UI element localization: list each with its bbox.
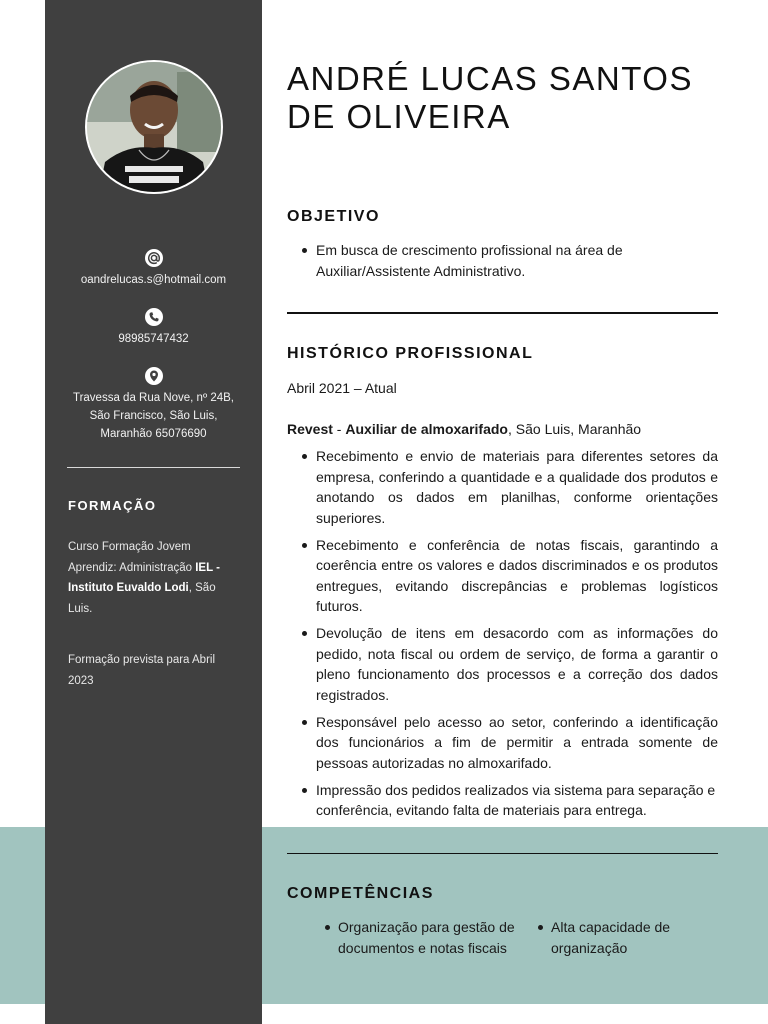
sidebar-divider xyxy=(67,467,240,468)
objective-item: Em busca de crescimento profissional na área de Auxiliar/Assistente Administrativo. xyxy=(287,240,718,281)
education-institution: IEL - Instituto Euvaldo Lodi xyxy=(68,561,220,594)
address-line-3: Maranhão 65076690 xyxy=(100,428,207,440)
skill-item: Alta capacidade de organização xyxy=(523,917,716,959)
phone-text: 98985747432 xyxy=(118,333,189,345)
address-line-2: São Francisco, São Luis, xyxy=(89,410,218,422)
profile-photo-icon xyxy=(87,62,221,192)
job-responsibilities xyxy=(287,446,718,827)
avatar xyxy=(85,60,223,194)
skills-title: COMPETÊNCIAS xyxy=(287,885,434,902)
at-sign-icon xyxy=(145,249,163,267)
list-item: Devolução de itens em desacordo com as informações do pedido, nota fiscal ou ordem de serviço, de forma a garantir o pleno funcionamento dos processos e a correção dos dados registrados. xyxy=(287,623,718,705)
list-item: Recebimento e envio de materiais para diferentes setores da empresa, conferindo a quantidade e a qualidade dos produtos e anotando os dados em planilhas, conforme orientações superiores. xyxy=(287,446,718,528)
job-role: Auxiliar de almoxarifado xyxy=(345,421,508,437)
candidate-name: ANDRÉ LUCAS SANTOS DE OLIVEIRA xyxy=(287,60,693,135)
education-forecast: Formação prevista para Abril 2023 xyxy=(68,654,216,687)
job-period: Abril 2021 – Atual xyxy=(287,380,397,396)
list-item: Impressão dos pedidos realizados via sistema para separação e conferência, evitando falta de materiais para entrega. xyxy=(287,780,718,821)
email-contact xyxy=(45,249,262,289)
job-location: , São Luis, Maranhão xyxy=(507,421,642,437)
skills-divider xyxy=(287,853,718,854)
job-company: Revest xyxy=(287,421,333,437)
location-pin-icon xyxy=(145,367,163,385)
list-item: Recebimento e conferência de notas fiscais, garantindo a coerência entre os valores e dados discriminados e os produtos entregues, evitando discrepâncias e problemas logísticos futuros. xyxy=(287,535,718,617)
email-text: oandrelucas.s@hotmail.com xyxy=(80,274,227,286)
address-contact xyxy=(45,367,262,443)
skills-list xyxy=(310,917,720,959)
objective-divider xyxy=(287,312,718,314)
sidebar xyxy=(45,0,262,1024)
list-item: Responsável pelo acesso ao setor, conferindo a identificação dos funcionários a fim de permitir a entrada somente de pessoas autorizadas no almoxarifado. xyxy=(287,712,718,774)
education-title: FORMAÇÃO xyxy=(68,498,157,513)
phone-icon xyxy=(145,308,163,326)
skill-item: Organização para gestão de documentos e notas fiscais xyxy=(310,917,523,959)
job-heading: Revest - Auxiliar de almoxarifado, São Luis, Maranhão xyxy=(287,421,642,437)
history-title: HISTÓRICO PROFISSIONAL xyxy=(287,345,534,362)
address-line-1: Travessa da Rua Nove, nº 24B, xyxy=(72,392,235,404)
education-course: Curso Formação Jovem Aprendiz: Administração IEL - Instituto Euvaldo Lodi, São Luis. xyxy=(68,541,220,615)
phone-contact xyxy=(45,308,262,348)
objective-content xyxy=(287,240,718,288)
objective-title: OBJETIVO xyxy=(287,208,380,225)
